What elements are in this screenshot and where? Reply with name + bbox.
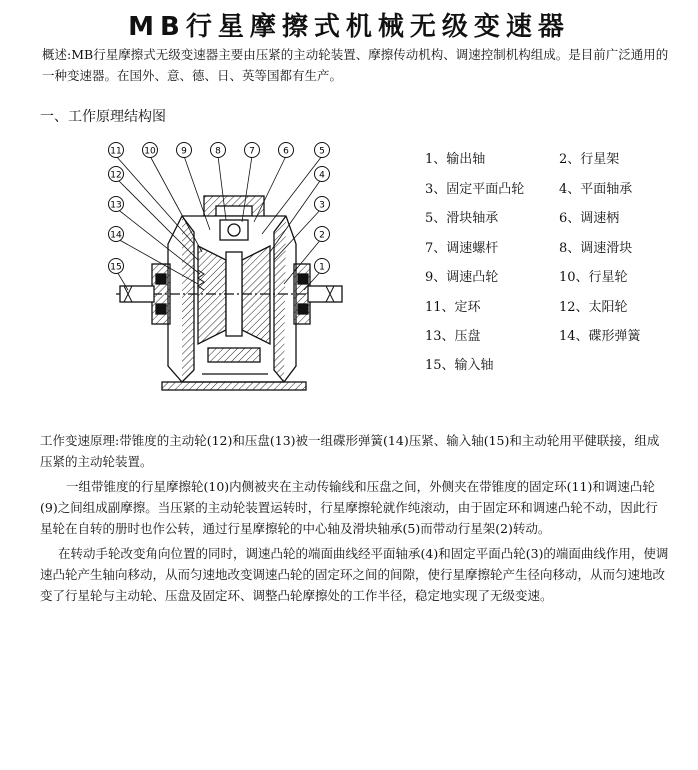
legend-item: 10、行星轮 [559,270,628,285]
legend-item: 1、输出轴 [425,152,486,167]
callout-8 [211,143,226,158]
principle-text-1: 带锥度的主动轮(12)和压盘(13)被一组碟形弹簧(14)压紧、输入轴(15)和主动轮用平健联接，组成压紧的主动轮装置。 [40,433,660,469]
legend-item: 2、行星架 [559,152,620,167]
structure-diagram-drawing [98,134,356,406]
callout-4 [315,167,330,182]
svg-text:11: 11 [110,146,122,157]
principle-label: 工作变速原理: [40,433,120,448]
callout-14 [109,227,124,242]
principle-paragraph-1 [40,430,670,472]
svg-text:3: 3 [319,200,325,211]
overview-label: 概述: [42,47,72,62]
callout-1 [315,259,330,274]
section-heading: 一、工作原理结构图 [40,109,166,125]
svg-text:8: 8 [215,146,221,157]
callout-3 [315,197,330,212]
legend-item: 3、固定平面凸轮 [425,182,525,197]
callout-7 [245,143,260,158]
svg-text:5: 5 [319,146,325,157]
callout-9 [177,143,192,158]
callout-15 [109,259,124,274]
svg-text:14: 14 [110,230,122,241]
callout-12 [109,167,124,182]
legend-item: 12、太阳轮 [559,300,628,315]
legend-item: 11、定环 [425,300,481,315]
callout-2 [315,227,330,242]
svg-text:1: 1 [319,262,325,273]
legend-item: 5、滑块轴承 [425,211,499,226]
legend-item: 15、输入轴 [425,358,494,373]
svg-text:9: 9 [181,146,187,157]
page-title: MB行星摩擦式机械无级变速器 [128,12,570,42]
structure-diagram [98,134,356,406]
housing [116,196,344,390]
legend-item: 6、调速柄 [559,211,620,226]
callout-11 [109,143,124,158]
legend-item: 8、调速滑块 [559,241,633,256]
principle-paragraph-2: 一组带锥度的行星摩擦轮(10)内侧被夹在主动传输线和压盘之间，外侧夹在带锥度的固定环(11)和调速凸轮(9)之间组成副摩擦。当压紧的主动轮装置运转时，行星摩擦轮就作纯滚动，由于固定环和调速凸轮不动，因此行星轮在自转的册时也作公转，通过行星摩擦轮的中心轴及滑块轴承(5)而带动行星架(2)转动。 [40,479,658,536]
principle-paragraph-3: 在转动手轮改变角向位置的同时，调速凸轮的端面曲线经平面轴承(4)和固定平面凸轮(3)的端面曲线作用，使调速凸轮产生轴向移动，从而匀速地改变调速凸轮的固定环之间的间隙，使行星摩擦轮产生径向移动，从而匀速地改变了行星轮与主动轮、压盘及固定环、调整凸轮摩擦处的工作半径，稳定地实现了无级变速。 [40,546,669,603]
svg-text:15: 15 [110,262,122,273]
svg-text:10: 10 [144,146,156,157]
svg-text:7: 7 [249,146,255,157]
callout-5 [315,143,330,158]
svg-text:12: 12 [110,170,122,181]
legend-item: 7、调速螺杆 [425,241,499,256]
callout-6 [279,143,294,158]
svg-text:4: 4 [319,170,325,181]
svg-text:2: 2 [319,230,325,241]
callout-10 [143,143,158,158]
legend-item: 13、压盘 [425,329,481,344]
legend-item: 14、碟形弹簧 [559,329,641,344]
svg-text:6: 6 [283,146,289,157]
legend-item: 4、平面轴承 [559,182,633,197]
svg-text:13: 13 [110,200,122,211]
overview-paragraph [42,44,670,86]
overview-text: MB行星摩擦式无级变速器主要由压紧的主动轮装置、摩擦传动机构、调速控制机构组成。是目前广泛通用的一种变速器。在国外、意、德、日、英等国都有生产。 [42,47,669,83]
legend-item: 9、调速凸轮 [425,270,499,285]
callout-13 [109,197,124,212]
